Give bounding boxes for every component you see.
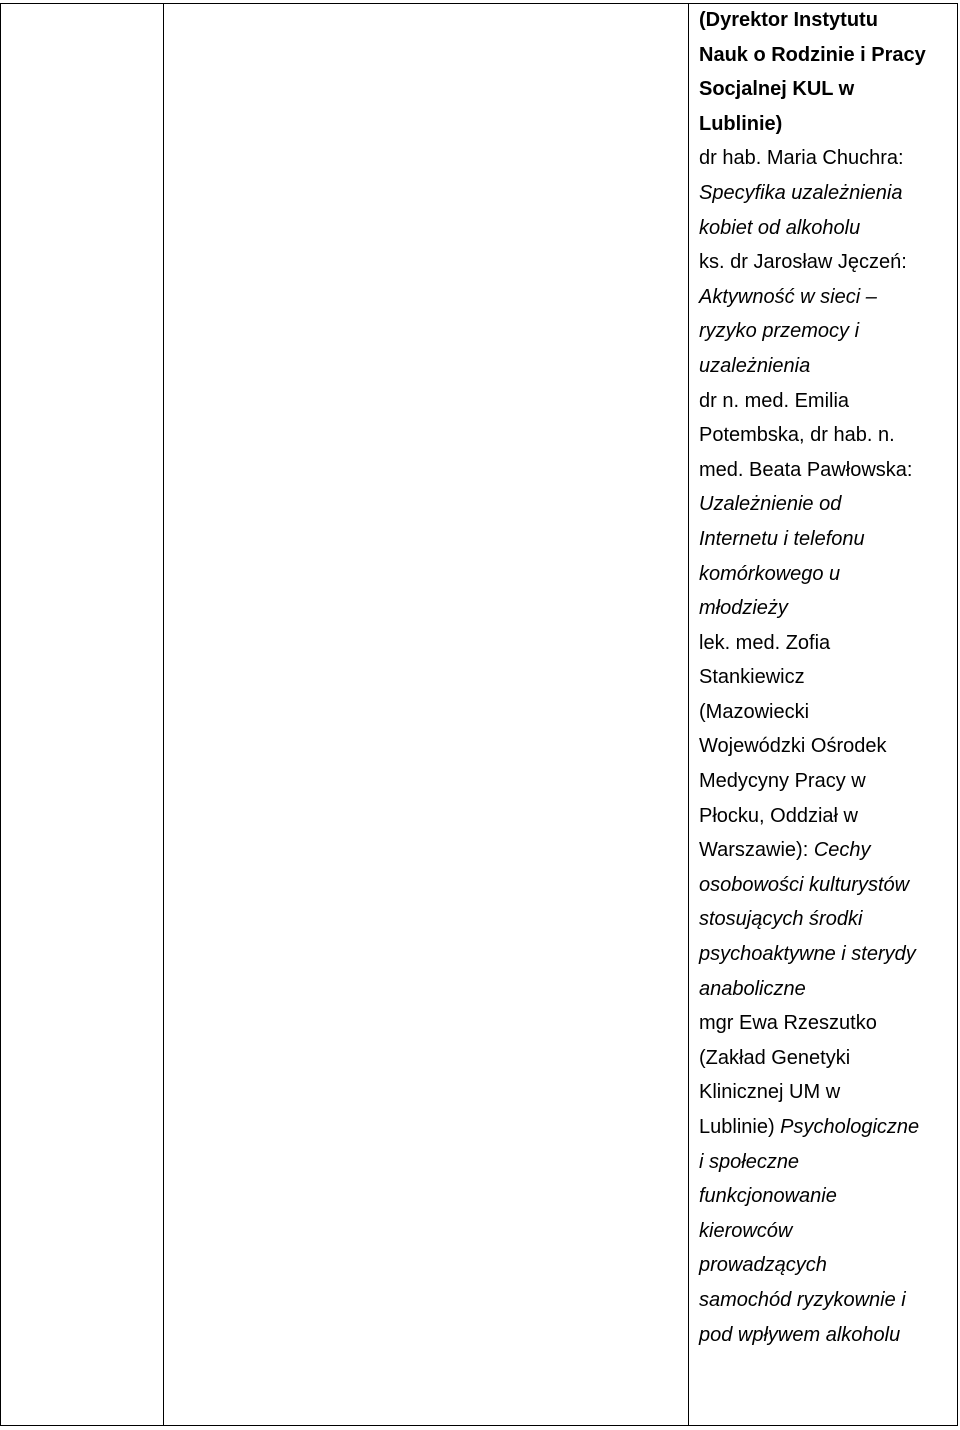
cell-text-run: młodzieży — [699, 597, 788, 620]
cell-line — [699, 660, 954, 695]
cell-text-run: Uzależnienie od — [699, 493, 842, 516]
cell-text-run: Psychologiczne — [780, 1116, 920, 1138]
cell-text-run: anaboliczne — [699, 977, 806, 1000]
cell-text-run: (Mazowiecki — [699, 700, 810, 723]
cell-line — [699, 1075, 954, 1110]
cell-text-run: Klinicznej UM w — [699, 1081, 841, 1104]
cell-text-run: Płocku, Oddział w — [699, 804, 858, 827]
cell-line — [699, 314, 954, 349]
cell-text-run: mgr Ewa Rzeszutko — [699, 1012, 877, 1035]
cell-line — [699, 349, 954, 384]
cell-text-run: Warszawie): — [699, 839, 814, 862]
cell-line — [699, 245, 954, 280]
cell-line — [699, 211, 954, 246]
table-cell-speakers — [699, 3, 954, 1352]
column-divider-1 — [163, 4, 164, 1425]
cell-line — [699, 902, 954, 937]
cell-text-run: kierowców — [699, 1219, 793, 1242]
cell-text-run: i społeczne — [699, 1150, 800, 1173]
cell-line — [699, 799, 954, 834]
cell-line — [699, 764, 954, 799]
cell-line — [699, 418, 954, 453]
cell-text-run: ryzyko przemocy i — [699, 320, 860, 343]
cell-text-run: Internetu i telefonu — [699, 527, 865, 550]
cell-text-run: stosujących środki — [699, 908, 863, 931]
cell-line — [699, 1248, 954, 1283]
column-divider-2 — [688, 4, 689, 1425]
cell-line — [699, 1179, 954, 1214]
cell-text-run: Medycyny Pracy w — [699, 770, 866, 793]
cell-text-run: Stankiewicz — [699, 666, 805, 689]
cell-line — [699, 591, 954, 626]
cell-line — [699, 868, 954, 903]
cell-line — [699, 833, 954, 868]
cell-text-run: Potembska, dr hab. n. — [699, 424, 895, 447]
cell-line — [699, 522, 954, 557]
cell-text-run: med. Beata Pawłowska: — [699, 458, 913, 481]
cell-text-run: Aktywność w sieci – — [699, 285, 877, 308]
cell-text-run: Wojewódzki Ośrodek — [699, 735, 887, 758]
cell-line — [699, 937, 954, 972]
cell-text-run: psychoaktywne i sterydy — [699, 943, 916, 966]
cell-line — [699, 1283, 954, 1318]
cell-line — [699, 1318, 954, 1353]
cell-text-run: Nauk o Rodzinie i Pracy — [699, 43, 926, 66]
cell-text-run: Cechy — [813, 839, 871, 862]
cell-text-run: (Zakład Genetyki — [699, 1046, 851, 1069]
cell-text-run: funkcjonowanie — [699, 1185, 837, 1208]
cell-text-run: pod wpływem alkoholu — [699, 1323, 901, 1346]
cell-text-run: kobiet od alkoholu — [699, 216, 861, 239]
cell-line — [699, 1145, 954, 1180]
cell-text-run: lek. med. Zofia — [699, 631, 831, 654]
cell-text-run: Lublinie) — [699, 1116, 781, 1138]
cell-text-run: Lublinie) — [699, 112, 783, 135]
cell-text-run: dr hab. Maria Chuchra: — [699, 147, 904, 170]
cell-text-run: uzależnienia — [699, 354, 811, 377]
cell-line — [699, 72, 954, 107]
cell-line — [699, 3, 954, 38]
cell-text-run: komórkowego u — [699, 562, 841, 585]
cell-line — [699, 1006, 954, 1041]
cell-line — [699, 141, 954, 176]
cell-text-run: prowadzących — [699, 1254, 827, 1277]
cell-text-run: osobowości kulturystów — [699, 873, 910, 896]
cell-line — [699, 176, 954, 211]
cell-line — [699, 1110, 954, 1145]
cell-line — [699, 107, 954, 142]
cell-text-run: (Dyrektor Instytutu — [699, 9, 878, 31]
cell-line — [699, 453, 954, 488]
cell-line — [699, 695, 954, 730]
cell-line — [699, 1041, 954, 1076]
cell-text-run: Socjalnej KUL w — [699, 78, 855, 101]
cell-line — [699, 384, 954, 419]
cell-text-run: samochód ryzykownie i — [699, 1288, 906, 1311]
cell-line — [699, 972, 954, 1007]
cell-text-run: Specyfika uzależnienia — [699, 181, 903, 204]
cell-line — [699, 487, 954, 522]
cell-line — [699, 729, 954, 764]
cell-line — [699, 626, 954, 661]
cell-text-run: ks. dr Jarosław Jęczeń: — [699, 251, 907, 274]
cell-text-run: dr n. med. Emilia — [699, 389, 850, 412]
cell-line — [699, 38, 954, 73]
cell-line — [699, 280, 954, 315]
cell-line — [699, 1214, 954, 1249]
cell-line — [699, 557, 954, 592]
